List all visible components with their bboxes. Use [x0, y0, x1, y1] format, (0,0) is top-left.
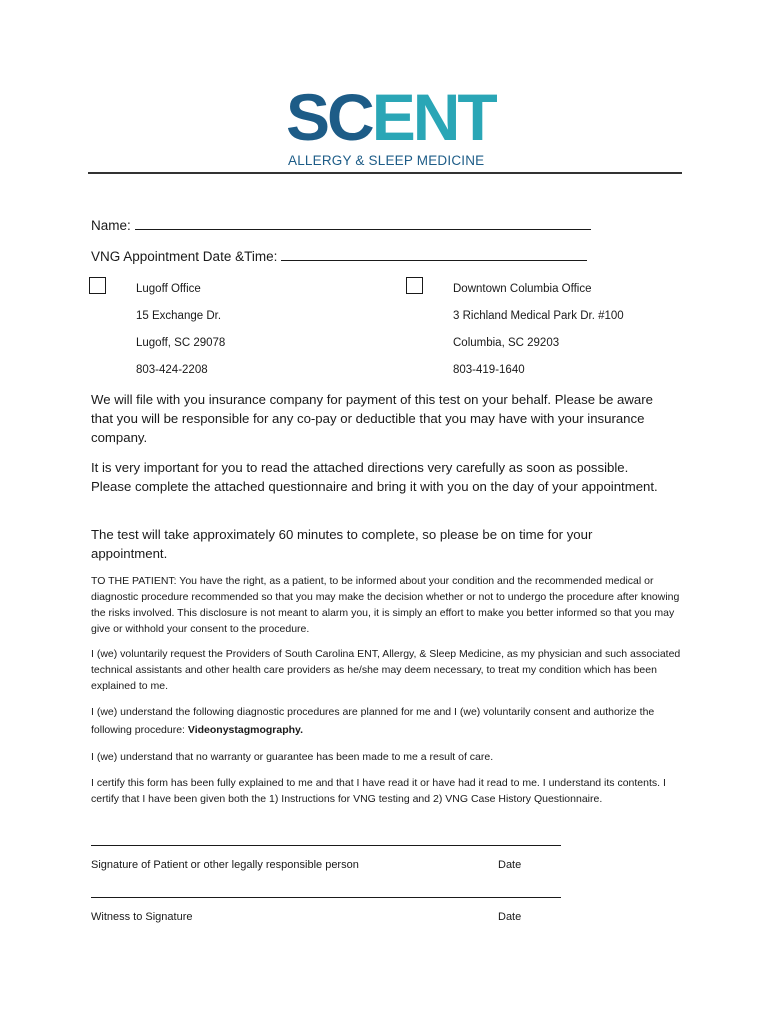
procedure-paragraph: [91, 703, 681, 739]
insurance-paragraph: We will file with you insurance company for payment of this test on your behalf. Please be aware that you will be responsible for any co-pay or deductible that you may have with your insurance company.: [91, 392, 653, 445]
lugoff-office-city: Lugoff, SC 29078: [136, 337, 226, 349]
lugoff-office-name: Lugoff Office: [136, 283, 201, 295]
columbia-office-phone: 803-419-1640: [453, 364, 525, 376]
lugoff-office-address: 15 Exchange Dr.: [136, 310, 222, 322]
directions-paragraph: It is very important for you to read the attached directions very carefully as soon as possible. Please complete the attached questionnaire and bring it with you on the day of your appointment.: [91, 460, 658, 494]
patient-signature-line[interactable]: [91, 845, 561, 846]
procedure-consent-text: I (we) understand the following diagnostic procedures are planned for me and I (we) voluntarily consent and authorize the following procedure:: [91, 706, 655, 736]
patient-rights-paragraph: TO THE PATIENT: You have the right, as a patient, to be informed about your condition and the recommended medical or diagnostic procedure recommended so that you may make the decision whether or not to undergo the procedure after knowing the risks involved. This disclosure is not meant to alarm you, it is simply an effort to make you better informed so that you may give or withhold your consent to the procedure.: [91, 575, 680, 635]
lugoff-office-checkbox[interactable]: [89, 277, 106, 294]
name-input-line[interactable]: [135, 216, 591, 230]
certify-paragraph: I certify this form has been fully explained to me and that I have read it or have had it read to me. I understand its contents. I certify that I have been given both the 1) Instructions for VNG testing and 2) VNG Case History Questionnaire.: [91, 777, 666, 805]
logo-brand-ent: ENT: [371, 80, 495, 154]
header-divider: [88, 172, 682, 174]
lugoff-office-phone: 803-424-2208: [136, 364, 208, 376]
patient-signature-label: Signature of Patient or other legally responsible person: [91, 859, 359, 871]
appointment-date-field[interactable]: [91, 247, 587, 264]
appointment-date-label: VNG Appointment Date &Time:: [91, 249, 278, 264]
patient-date-label: Date: [498, 859, 522, 871]
name-field[interactable]: [91, 216, 591, 233]
appointment-date-input-line[interactable]: [281, 247, 587, 261]
columbia-office-name: Downtown Columbia Office: [453, 283, 592, 295]
witness-date-label: Date: [498, 911, 522, 923]
columbia-office-address: 3 Richland Medical Park Dr. #100: [453, 310, 624, 322]
procedure-name: Videonystagmography.: [187, 724, 304, 736]
company-logo: [286, 80, 495, 154]
witness-signature-label: Witness to Signature: [91, 911, 193, 923]
columbia-office-city: Columbia, SC 29203: [453, 337, 560, 349]
name-label: Name:: [91, 218, 131, 233]
no-warranty-paragraph: I (we) understand that no warranty or guarantee has been made to me a result of care.: [91, 751, 494, 763]
request-paragraph: I (we) voluntarily request the Providers of South Carolina ENT, Allergy, & Sleep Medicine, as my physician and such associated technical assistants and other health care providers as he/she may deem necessary, to treat my condition which has been explained to me.: [91, 648, 681, 692]
duration-paragraph: The test will take approximately 60 minutes to complete, so please be on time for your appointment.: [91, 527, 593, 561]
witness-signature-line[interactable]: [91, 897, 561, 898]
logo-tagline: ALLERGY & SLEEP MEDICINE: [288, 153, 485, 168]
logo-brand-sc: SC: [286, 80, 372, 154]
columbia-office-checkbox[interactable]: [406, 277, 423, 294]
